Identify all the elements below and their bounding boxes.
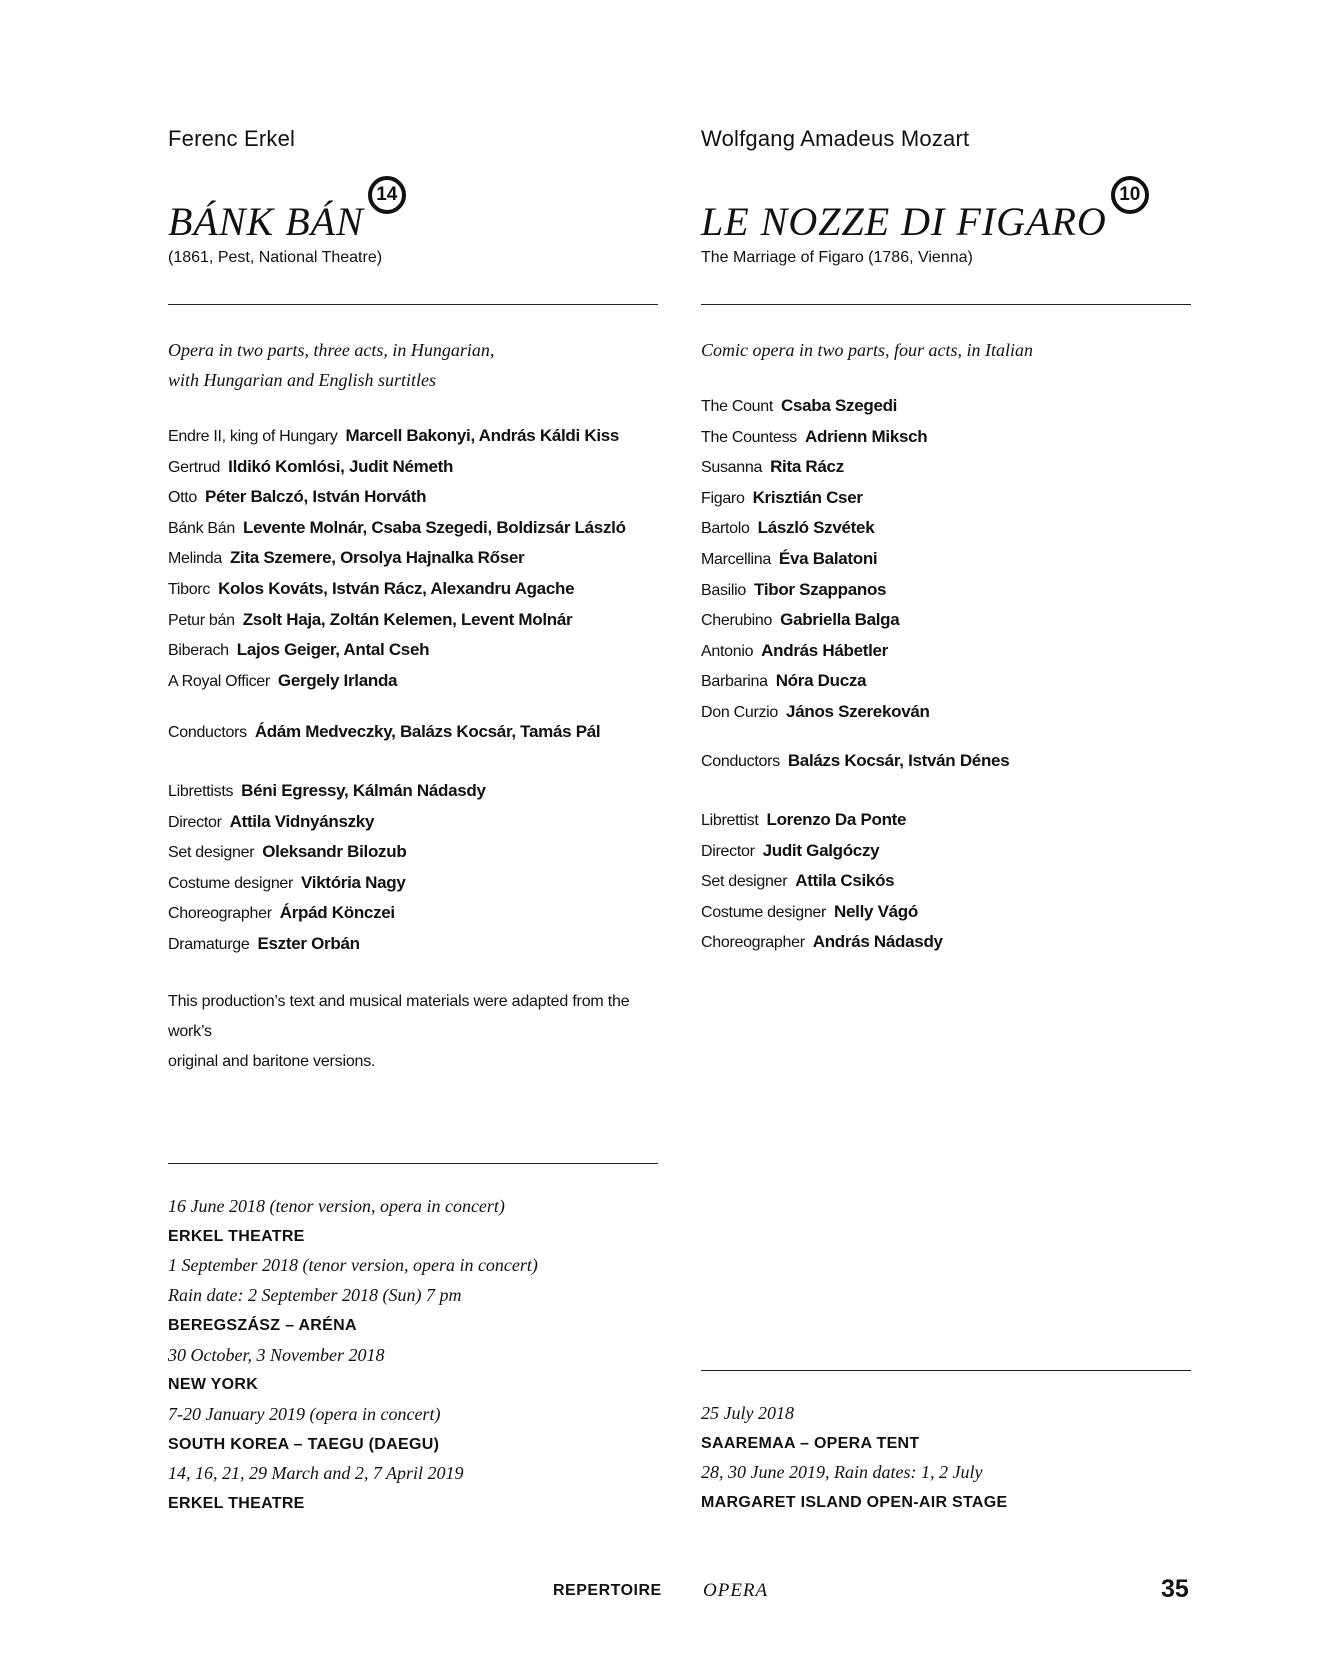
crew-row — [168, 807, 486, 838]
role-name: Director — [701, 842, 755, 860]
role-name: Gertrud — [168, 458, 221, 476]
description-line: with Hungarian and English surtitles — [168, 370, 437, 390]
crew-row — [701, 897, 943, 928]
role-name: Bartolo — [701, 520, 750, 538]
crew-list — [168, 776, 486, 960]
crew-names: Viktória Nagy — [301, 872, 406, 892]
performer-names: Marcell Bakonyi, András Káldi Kiss — [345, 426, 620, 445]
cast-row — [701, 422, 930, 453]
performance-date: 16 June 2018 (tenor version, opera in concert) — [168, 1196, 505, 1216]
performance-date: 28, 30 June 2019, Rain dates: 1, 2 July — [701, 1462, 983, 1483]
divider — [701, 1370, 1191, 1371]
crew-names: Oleksandr Bilozub — [262, 842, 407, 862]
footer-category-label: OPERA — [703, 1580, 769, 1601]
age-rating-badge: 10 — [1111, 176, 1149, 214]
note-line: original and baritone versions. — [168, 1053, 376, 1070]
opera-description — [168, 335, 494, 395]
footer-section-label: REPERTOIRE — [553, 1582, 662, 1599]
role-name: Conductors — [168, 724, 247, 741]
crew-names: Attila Vidnyánszky — [229, 811, 375, 831]
role-name: Petur bán — [168, 611, 235, 629]
performance-date: 14, 16, 21, 29 March and 2, 7 April 2019 — [168, 1463, 464, 1484]
performer-names: Adrienn Miksch — [805, 426, 928, 446]
performance-venue: BEREGSZÁSZ – ARÉNA — [168, 1316, 357, 1334]
role-name: Susanna — [701, 459, 763, 477]
crew-row — [168, 776, 486, 807]
role-name: Figaro — [701, 489, 745, 507]
opera-title — [701, 184, 1149, 246]
crew-names: Árpád Könczei — [279, 903, 395, 923]
production-note — [168, 987, 638, 1077]
cast-row — [701, 452, 930, 483]
page-number: 35 — [1161, 1575, 1189, 1603]
premiere-info: The Marriage of Figaro (1786, Vienna) — [701, 249, 973, 266]
performer-names: Éva Balatoni — [778, 548, 878, 568]
cast-row — [701, 391, 930, 422]
performance-list — [701, 1399, 1007, 1518]
performer-names: Balázs Kocsár, István Dénes — [787, 751, 1010, 770]
crew-names: Nelly Vágó — [834, 901, 918, 921]
performer-names: Gergely Irlanda — [277, 670, 398, 690]
cast-row — [168, 543, 626, 574]
crew-row — [168, 929, 486, 960]
cast-row — [168, 574, 626, 605]
role-name: Melinda — [168, 550, 222, 568]
role-name: The Count — [701, 398, 774, 415]
cast-row — [701, 513, 930, 544]
divider — [701, 304, 1191, 305]
conductors-list — [701, 746, 1009, 777]
role-name: Don Curzio — [701, 703, 779, 721]
role-name: Marcellina — [701, 550, 771, 568]
role-name: Barbarina — [701, 673, 768, 691]
cast-row — [168, 666, 626, 697]
role-name: Costume designer — [168, 874, 294, 892]
performance-list — [168, 1192, 538, 1519]
crew-names: Judit Galgóczy — [762, 840, 880, 860]
crew-names: András Nádasdy — [812, 932, 943, 952]
performance-venue: SOUTH KOREA – TAEGU (DAEGU) — [168, 1435, 440, 1453]
description-line: Opera in two parts, three acts, in Hungarian, — [168, 340, 495, 360]
performer-names: András Hábetler — [761, 640, 888, 660]
performer-names: János Szerekován — [786, 701, 930, 721]
performer-names: Tibor Szappanos — [754, 579, 887, 599]
crew-row — [701, 836, 943, 867]
role-name: Librettist — [701, 812, 759, 829]
role-name: Dramaturge — [168, 935, 250, 953]
performer-names: Csaba Szegedi — [781, 396, 898, 415]
cast-row — [701, 636, 930, 667]
performer-names: Péter Balczó, István Horváth — [205, 487, 427, 507]
opera-title — [168, 184, 406, 246]
role-name: Costume designer — [701, 903, 827, 921]
divider — [168, 304, 658, 305]
cast-row — [168, 605, 626, 636]
role-name: Endre II, king of Hungary — [168, 428, 338, 445]
role-name: Set designer — [701, 873, 788, 891]
cast-list — [168, 421, 626, 696]
cast-row — [701, 666, 930, 697]
opera-description — [701, 335, 1033, 365]
crew-names: Attila Csikós — [795, 871, 895, 891]
role-name: Bánk Bán — [168, 519, 235, 537]
role-name: Otto — [168, 489, 198, 507]
performance-venue: MARGARET ISLAND OPEN-AIR STAGE — [701, 1494, 1008, 1512]
performer-names: László Szvétek — [757, 518, 875, 538]
performance-venue: ERKEL THEATRE — [168, 1495, 305, 1513]
note-line: This production’s text and musical materials were adapted from the work’s — [168, 993, 630, 1040]
performer-names: Lajos Geiger, Antal Cseh — [236, 640, 430, 660]
crew-row — [168, 837, 486, 868]
premiere-info: (1861, Pest, National Theatre) — [168, 249, 383, 266]
cast-row — [701, 483, 930, 514]
performer-names: Ádám Medveczky, Balázs Kocsár, Tamás Pál — [254, 722, 601, 741]
cast-row — [701, 697, 930, 728]
cast-row — [701, 575, 930, 606]
description-line: Comic opera in two parts, four acts, in Italian — [701, 340, 1034, 360]
crew-row — [168, 898, 486, 929]
cast-row — [168, 421, 626, 452]
performance-venue: ERKEL THEATRE — [168, 1227, 305, 1245]
role-name: Choreographer — [701, 934, 805, 952]
performance-venue: NEW YORK — [168, 1376, 259, 1394]
performer-names: Krisztián Cser — [752, 487, 863, 507]
role-name: Director — [168, 813, 222, 831]
performance-date: 30 October, 3 November 2018 — [168, 1344, 385, 1365]
role-name: Cherubino — [701, 612, 773, 630]
cast-row — [168, 482, 626, 513]
conductors-row — [701, 746, 1009, 777]
role-name: Tiborc — [168, 580, 211, 598]
divider — [168, 1163, 658, 1164]
cast-row — [168, 513, 626, 544]
composer-name: Ferenc Erkel — [168, 126, 296, 151]
crew-row — [168, 868, 486, 899]
cast-row — [701, 544, 930, 575]
role-name: Librettists — [168, 783, 234, 800]
performance-date: 7-20 January 2019 (opera in concert) — [168, 1403, 441, 1424]
role-name: Choreographer — [168, 905, 272, 923]
crew-names: Eszter Orbán — [257, 933, 360, 953]
performer-names: Levente Molnár, Csaba Szegedi, Boldizsár László — [242, 517, 626, 537]
crew-list — [701, 805, 943, 958]
composer-name: Wolfgang Amadeus Mozart — [701, 126, 970, 151]
crew-names: Béni Egressy, Kálmán Nádasdy — [241, 781, 486, 800]
crew-names: Lorenzo Da Ponte — [766, 810, 907, 829]
cast-list — [701, 391, 930, 728]
age-rating-badge: 14 — [368, 176, 406, 214]
performer-names: Kolos Kováts, István Rácz, Alexandru Agache — [218, 578, 575, 598]
cast-row — [168, 452, 626, 483]
role-name: Biberach — [168, 642, 229, 660]
performance-date: 25 July 2018 — [701, 1403, 794, 1423]
role-name: Basilio — [701, 581, 747, 599]
opera-title-text: BÁNK BÁN — [168, 199, 364, 244]
opera-title-text: LE NOZZE DI FIGARO — [701, 199, 1107, 244]
role-name: The Countess — [701, 428, 798, 446]
conductors-list — [168, 717, 600, 748]
performance-date: 1 September 2018 (tenor version, opera in concert) — [168, 1255, 538, 1276]
performer-names: Zsolt Haja, Zoltán Kelemen, Levent Molnár — [242, 609, 573, 629]
cast-row — [168, 635, 626, 666]
role-name: Set designer — [168, 844, 255, 862]
performer-names: Zita Szemere, Orsolya Hajnalka Rőser — [229, 548, 525, 568]
performer-names: Rita Rácz — [770, 457, 844, 477]
crew-row — [701, 927, 943, 958]
cast-row — [701, 605, 930, 636]
performer-names: Ildikó Komlósi, Judit Németh — [228, 456, 454, 476]
crew-row — [701, 805, 943, 836]
performance-venue: SAAREMAA – OPERA TENT — [701, 1434, 920, 1452]
rain-date: Rain date: 2 September 2018 (Sun) 7 pm — [168, 1285, 462, 1306]
performer-names: Gabriella Balga — [780, 610, 900, 630]
conductors-row — [168, 717, 600, 748]
performer-names: Nóra Ducza — [775, 671, 867, 691]
crew-row — [701, 866, 943, 897]
role-name: Antonio — [701, 642, 754, 660]
role-name: Conductors — [701, 753, 780, 770]
role-name: A Royal Officer — [168, 672, 270, 690]
